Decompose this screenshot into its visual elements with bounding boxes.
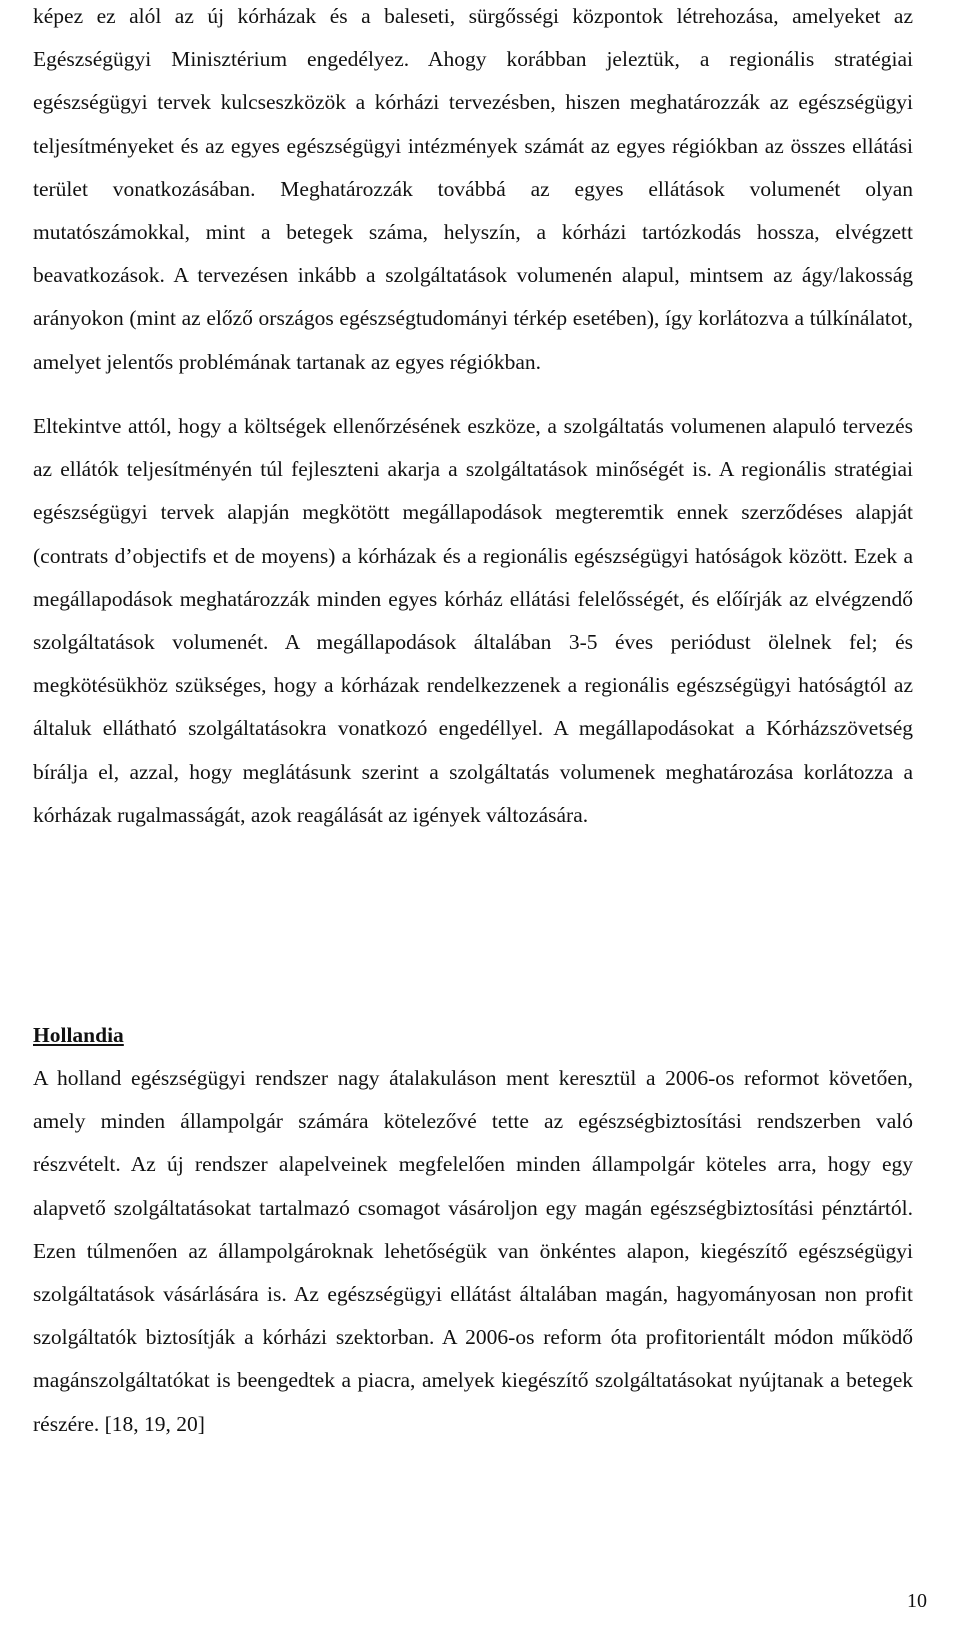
paragraph-service-volume-planning: Eltekintve attól, hogy a költségek ellenőrzésének eszköze, a szolgáltatás volumenen alapuló tervezés az ellátók teljesítményén túl fejleszteni akarja a szolgáltatások minőségét is. A regionális stratégiai egészségügyi tervek alapján megkötött megállapodások megteremtik ennek szerződéses alapját (contrats d’objectifs et de moyens) a kórházak és a regionális egészségügyi hatóságok között. Ezek a megállapodások meghatározzák minden egyes kórház ellátási felelősségét, és előírják az elvégzendő szolgáltatások volumenét. A megállapodások általában 3-5 éves periódust ölelnek fel; és megkötésükhöz szükséges, hogy a kórházak rendelkezzenek a regionális egészségügyi hatóságtól az általuk ellátható szolgáltatásokra vonatkozó engedéllyel. A megállapodásokat a Kórházszövetség bírálja el, azzal, hogy meglátásunk szerint a szolgáltatás volumenek meghatározása korlátozza a kórházak rugalmasságát, azok reagálását az igények változására. <box>33 414 913 827</box>
page-number: 10 <box>907 1590 927 1612</box>
paragraph-hospital-planning: képez ez alól az új kórházak és a baleseti, sürgősségi központok létrehozása, amelyeket az Egészségügyi Minisztérium engedélyez. Ahogy korábban jeleztük, a regionális stratégiai egészségügyi tervek kulcseszközök a kórházi tervezésben, hiszen meghatározzák az egészségügyi teljesítményeket és az egyes egészségügyi intézmények számát az egyes régiókban az összes ellátási terület vonatkozásában. Meghatározzák továbbá az egyes ellátások volumenét olyan mutatószámokkal, mint a betegek száma, helyszín, a kórházi tartózkodás hossza, elvégzett beavatkozások. A tervezésen inkább a szolgáltatások volumenén alapul, mintsem az ágy/lakosság arányokon (mint az előző országos egészségtudományi térkép esetében), így korlátozva a túlkínálatot, amelyet jelentős problémának tartanak az egyes régiókban. <box>33 4 913 374</box>
section-heading-netherlands: Hollandia <box>33 1023 124 1047</box>
paragraph-dutch-health-system: A holland egészségügyi rendszer nagy átalakuláson ment keresztül a 2006-os reformot követően, amely minden állampolgár számára kötelezővé tette az egészségbiztosítási rendszerben való részvételt. Az új rendszer alapelveinek megfelelően minden állampolgár köteles arra, hogy egy alapvető szolgáltatásokat tartalmazó csomagot vásároljon egy magán egészségbiztosítási pénztártól. Ezen túlmenően az állampolgároknak lehetőségük van önkéntes alapon, kiegészítő egészségügyi szolgáltatások vásárlására is. Az egészségügyi ellátást általában magán, hagyományosan non profit szolgáltatók biztosítják a kórházi szektorban. A 2006-os reform óta profitorientált módon működő magánszolgáltatókat is beengedtek a piacra, amelyek kiegészítő szolgáltatásokat nyújtanak a betegek részére. [18, 19, 20] <box>33 1066 913 1436</box>
